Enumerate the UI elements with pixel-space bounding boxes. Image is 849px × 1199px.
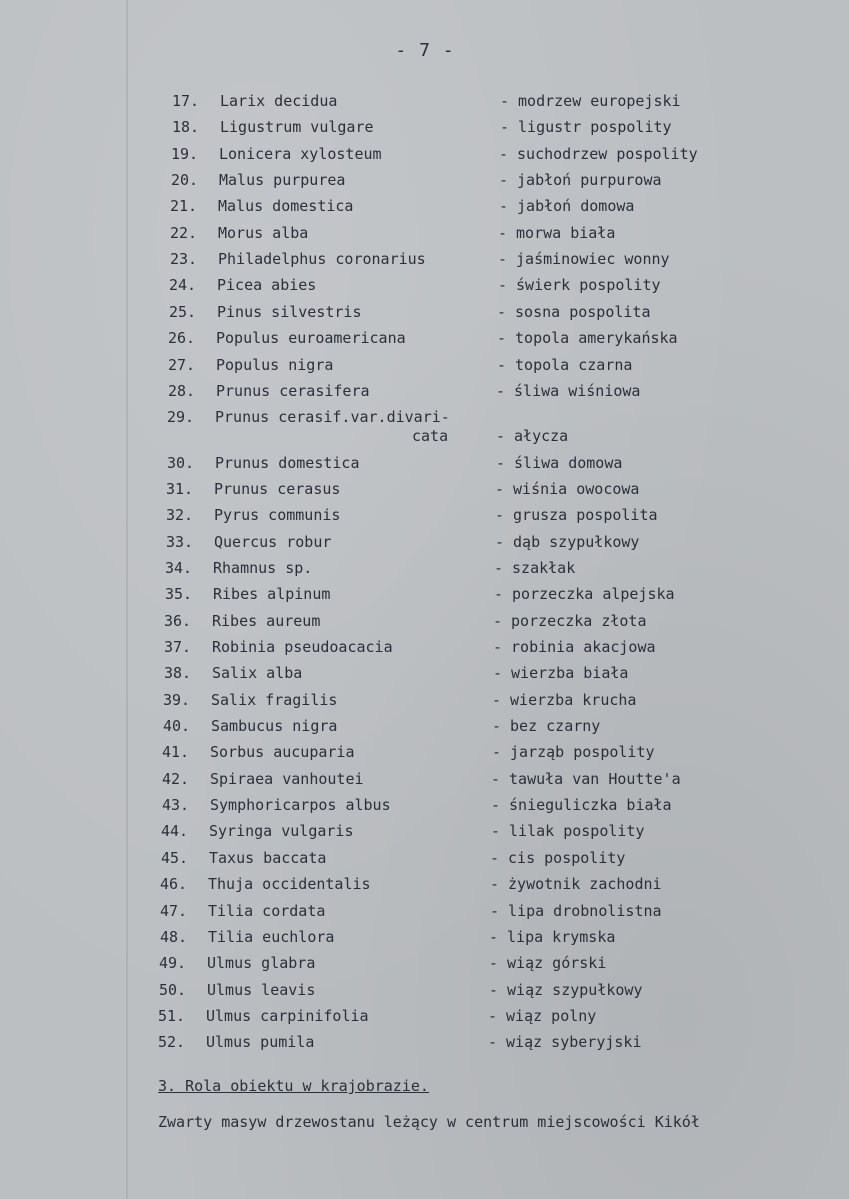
separator-dash: - bbox=[497, 356, 507, 374]
separator-dash: - bbox=[488, 1007, 498, 1025]
species-polish-text: wiśnia owocowa bbox=[513, 480, 640, 498]
separator-dash: - bbox=[500, 92, 510, 110]
species-polish-text: morwa biała bbox=[516, 224, 616, 242]
species-number: 21. bbox=[170, 197, 198, 215]
species-number: 26. bbox=[168, 329, 196, 347]
species-polish-text: bez czarny bbox=[510, 717, 601, 735]
species-latin-name: Philadelphus coronarius bbox=[218, 250, 426, 268]
species-latin-name: Ulmus carpinifolia bbox=[206, 1007, 369, 1025]
species-latin-name: Morus alba bbox=[218, 224, 309, 242]
species-number: 48. bbox=[160, 928, 188, 946]
separator-dash: - bbox=[496, 382, 506, 400]
separator-dash: - bbox=[491, 770, 501, 788]
species-polish-name bbox=[492, 743, 655, 761]
separator-dash: - bbox=[491, 796, 501, 814]
species-polish-text: jaśminowiec wonny bbox=[516, 250, 670, 268]
species-polish-text: tawuła van Houtte'a bbox=[509, 770, 681, 788]
page-fold-line bbox=[126, 0, 128, 1199]
separator-dash: - bbox=[497, 329, 507, 347]
species-polish-name bbox=[493, 638, 656, 656]
species-number: 38. bbox=[164, 664, 192, 682]
species-latin-name: Picea abies bbox=[217, 276, 317, 294]
species-latin-name: Quercus robur bbox=[214, 533, 332, 551]
species-number: 49. bbox=[159, 954, 187, 972]
species-polish-text: cis pospolity bbox=[508, 849, 626, 867]
species-polish-text: robinia akacjowa bbox=[511, 638, 656, 656]
species-polish-name bbox=[488, 1007, 596, 1025]
separator-dash: - bbox=[495, 506, 505, 524]
separator-dash: - bbox=[498, 224, 508, 242]
species-latin-name: Robinia pseudoacacia bbox=[212, 638, 393, 656]
species-latin-name: Prunus cerasif.var.divari- bbox=[215, 408, 450, 426]
species-polish-name bbox=[494, 585, 675, 603]
species-polish-name bbox=[499, 171, 662, 189]
species-number: 19. bbox=[171, 145, 199, 163]
species-number: 31. bbox=[166, 480, 194, 498]
separator-dash: - bbox=[495, 480, 505, 498]
separator-dash: - bbox=[489, 981, 499, 999]
separator-dash: - bbox=[500, 118, 510, 136]
species-polish-text: porzeczka złota bbox=[511, 612, 647, 630]
species-number: 32. bbox=[166, 506, 194, 524]
separator-dash: - bbox=[493, 638, 503, 656]
separator-dash: - bbox=[490, 902, 500, 920]
species-polish-name bbox=[492, 691, 636, 709]
species-polish-name bbox=[489, 981, 643, 999]
species-polish-name bbox=[493, 664, 628, 682]
species-latin-name: Salix alba bbox=[212, 664, 303, 682]
species-polish-text: suchodrzew pospolity bbox=[517, 145, 698, 163]
species-polish-name bbox=[490, 875, 662, 893]
species-latin-name: Lonicera xylosteum bbox=[219, 145, 382, 163]
species-number: 37. bbox=[164, 638, 192, 656]
separator-dash: - bbox=[495, 533, 505, 551]
separator-dash: - bbox=[492, 743, 502, 761]
species-polish-text: lipa krymska bbox=[507, 928, 616, 946]
species-polish-name bbox=[491, 770, 681, 788]
species-latin-name: Pinus silvestris bbox=[217, 303, 362, 321]
species-number: 28. bbox=[168, 382, 196, 400]
separator-dash: - bbox=[496, 454, 506, 472]
separator-dash: - bbox=[493, 664, 503, 682]
species-polish-text: lilak pospolity bbox=[509, 822, 645, 840]
species-number: 43. bbox=[162, 796, 190, 814]
separator-dash: - bbox=[499, 171, 509, 189]
species-number: 36. bbox=[164, 612, 192, 630]
species-latin-name: Prunus domestica bbox=[215, 454, 360, 472]
species-polish-name bbox=[497, 303, 651, 321]
species-number: 47. bbox=[160, 902, 188, 920]
species-number: 34. bbox=[165, 559, 193, 577]
species-latin-name: Tilia euchlora bbox=[208, 928, 335, 946]
species-polish-text: porzeczka alpejska bbox=[512, 585, 675, 603]
species-number: 35. bbox=[165, 585, 193, 603]
species-polish-text: jarząb pospolity bbox=[510, 743, 655, 761]
species-polish-name bbox=[494, 559, 575, 577]
species-polish-name bbox=[495, 480, 639, 498]
species-latin-name: Spiraea vanhoutei bbox=[210, 770, 364, 788]
body-paragraph: Zwarty masyw drzewostanu leżący w centrum miejscowości Kikół bbox=[158, 1113, 700, 1131]
species-number: 40. bbox=[163, 717, 191, 735]
species-latin-name: Ribes aureum bbox=[212, 612, 321, 630]
species-latin-name: Syringa vulgaris bbox=[209, 822, 354, 840]
species-number: 22. bbox=[170, 224, 198, 242]
species-number: 18. bbox=[172, 118, 200, 136]
species-polish-name bbox=[491, 796, 672, 814]
species-number: 25. bbox=[169, 303, 197, 321]
species-latin-name: Ulmus glabra bbox=[207, 954, 316, 972]
species-polish-text: sosna pospolita bbox=[515, 303, 651, 321]
species-number: 45. bbox=[161, 849, 189, 867]
species-latin-name: Populus euroamericana bbox=[216, 329, 406, 347]
species-number: 50. bbox=[159, 981, 187, 999]
species-number: 51. bbox=[158, 1007, 186, 1025]
species-latin-name: Symphoricarpos albus bbox=[210, 796, 391, 814]
separator-dash: - bbox=[488, 1033, 498, 1051]
species-number: 41. bbox=[162, 743, 190, 761]
separator-dash: - bbox=[499, 197, 509, 215]
species-polish-text: wierzba krucha bbox=[510, 691, 637, 709]
species-polish-text: wiąz polny bbox=[506, 1007, 597, 1025]
separator-dash: - bbox=[491, 822, 501, 840]
species-latin-name: Sambucus nigra bbox=[211, 717, 338, 735]
species-latin-name: Sorbus aucuparia bbox=[210, 743, 355, 761]
species-polish-name bbox=[495, 533, 639, 551]
species-polish-text: topola czarna bbox=[515, 356, 633, 374]
species-polish-name bbox=[497, 329, 678, 347]
species-polish-name bbox=[490, 849, 625, 867]
section-heading: 3. Rola obiektu w krajobrazie. bbox=[158, 1077, 429, 1095]
species-polish-text: topola amerykańska bbox=[515, 329, 678, 347]
species-polish-name bbox=[498, 224, 615, 242]
species-number: 52. bbox=[158, 1033, 186, 1051]
species-polish-text: świerk pospolity bbox=[516, 276, 661, 294]
species-number: 29. bbox=[167, 408, 195, 426]
species-polish-name bbox=[500, 118, 672, 136]
species-number: 23. bbox=[170, 250, 198, 268]
species-number: 44. bbox=[161, 822, 189, 840]
species-number: 33. bbox=[166, 533, 194, 551]
page-number: - 7 - bbox=[395, 40, 455, 61]
species-number: 46. bbox=[160, 875, 188, 893]
species-latin-name: Malus purpurea bbox=[219, 171, 346, 189]
separator-dash: - bbox=[497, 303, 507, 321]
species-number: 30. bbox=[167, 454, 195, 472]
species-polish-name bbox=[498, 250, 670, 268]
species-polish-text: wiąz syberyjski bbox=[506, 1033, 642, 1051]
species-latin-name: Larix decidua bbox=[220, 92, 338, 110]
species-polish-text: żywotnik zachodni bbox=[508, 875, 662, 893]
species-polish-text: grusza pospolita bbox=[513, 506, 658, 524]
species-polish-name bbox=[498, 276, 661, 294]
species-latin-name: Thuja occidentalis bbox=[208, 875, 371, 893]
species-polish-text: śnieguliczka biała bbox=[509, 796, 672, 814]
species-number: 42. bbox=[162, 770, 190, 788]
species-number: 24. bbox=[169, 276, 197, 294]
species-polish-name bbox=[496, 454, 622, 472]
species-polish-text: modrzew europejski bbox=[518, 92, 681, 110]
species-polish-text: lipa drobnolistna bbox=[508, 902, 662, 920]
species-polish-text: wiąz szypułkowy bbox=[507, 981, 643, 999]
species-latin-name: Salix fragilis bbox=[211, 691, 338, 709]
species-latin-name: Pyrus communis bbox=[214, 506, 341, 524]
species-polish-name bbox=[489, 928, 615, 946]
species-number: 39. bbox=[163, 691, 191, 709]
species-polish-name bbox=[495, 506, 658, 524]
separator-dash: - bbox=[492, 717, 502, 735]
species-polish-text: jabłoń purpurowa bbox=[517, 171, 662, 189]
separator-dash: - bbox=[499, 145, 509, 163]
species-polish-text: śliwa domowa bbox=[514, 454, 623, 472]
species-latin-name: Rhamnus sp. bbox=[213, 559, 313, 577]
separator-dash: - bbox=[493, 612, 503, 630]
separator-dash: - bbox=[498, 276, 508, 294]
separator-dash: - bbox=[494, 585, 504, 603]
separator-dash: - bbox=[498, 250, 508, 268]
species-polish-name bbox=[500, 92, 681, 110]
species-latin-name: Ligustrum vulgare bbox=[220, 118, 374, 136]
separator-dash: - bbox=[489, 928, 499, 946]
species-latin-name: Tilia cordata bbox=[208, 902, 326, 920]
species-polish-name bbox=[497, 356, 632, 374]
species-polish-name bbox=[499, 145, 698, 163]
species-polish-text: jabłoń domowa bbox=[517, 197, 635, 215]
species-polish-text: ałycza bbox=[514, 427, 569, 445]
species-polish-name bbox=[496, 382, 640, 400]
species-number: 20. bbox=[171, 171, 199, 189]
species-polish-text: śliwa wiśniowa bbox=[514, 382, 641, 400]
species-polish-name bbox=[499, 197, 634, 215]
species-latin-name: Taxus baccata bbox=[209, 849, 327, 867]
species-polish-text: szakłak bbox=[512, 559, 576, 577]
species-polish-name bbox=[492, 717, 600, 735]
species-latin-name: Ulmus leavis bbox=[207, 981, 316, 999]
species-polish-text: wierzba biała bbox=[511, 664, 629, 682]
species-latin-name: Ulmus pumila bbox=[206, 1033, 315, 1051]
separator-dash: - bbox=[496, 427, 506, 445]
species-latin-name: Prunus cerasus bbox=[214, 480, 341, 498]
species-polish-text: wiąz górski bbox=[507, 954, 607, 972]
species-polish-name bbox=[490, 902, 662, 920]
species-latin-name: Malus domestica bbox=[218, 197, 354, 215]
species-polish-text: dąb szypułkowy bbox=[513, 533, 640, 551]
species-latin-name: Ribes alpinum bbox=[213, 585, 331, 603]
separator-dash: - bbox=[490, 849, 500, 867]
species-polish-text: ligustr pospolity bbox=[518, 118, 672, 136]
separator-dash: - bbox=[490, 875, 500, 893]
species-polish-name bbox=[488, 1033, 642, 1051]
species-latin-name-continuation: cata bbox=[412, 427, 449, 445]
species-latin-name: Prunus cerasifera bbox=[216, 382, 370, 400]
separator-dash: - bbox=[489, 954, 499, 972]
species-latin-name: Populus nigra bbox=[216, 356, 334, 374]
species-polish-name bbox=[496, 427, 568, 445]
species-number: 27. bbox=[168, 356, 196, 374]
species-polish-name bbox=[491, 822, 645, 840]
separator-dash: - bbox=[494, 559, 504, 577]
species-number: 17. bbox=[172, 92, 200, 110]
species-polish-name bbox=[493, 612, 647, 630]
species-polish-name bbox=[489, 954, 606, 972]
separator-dash: - bbox=[492, 691, 502, 709]
